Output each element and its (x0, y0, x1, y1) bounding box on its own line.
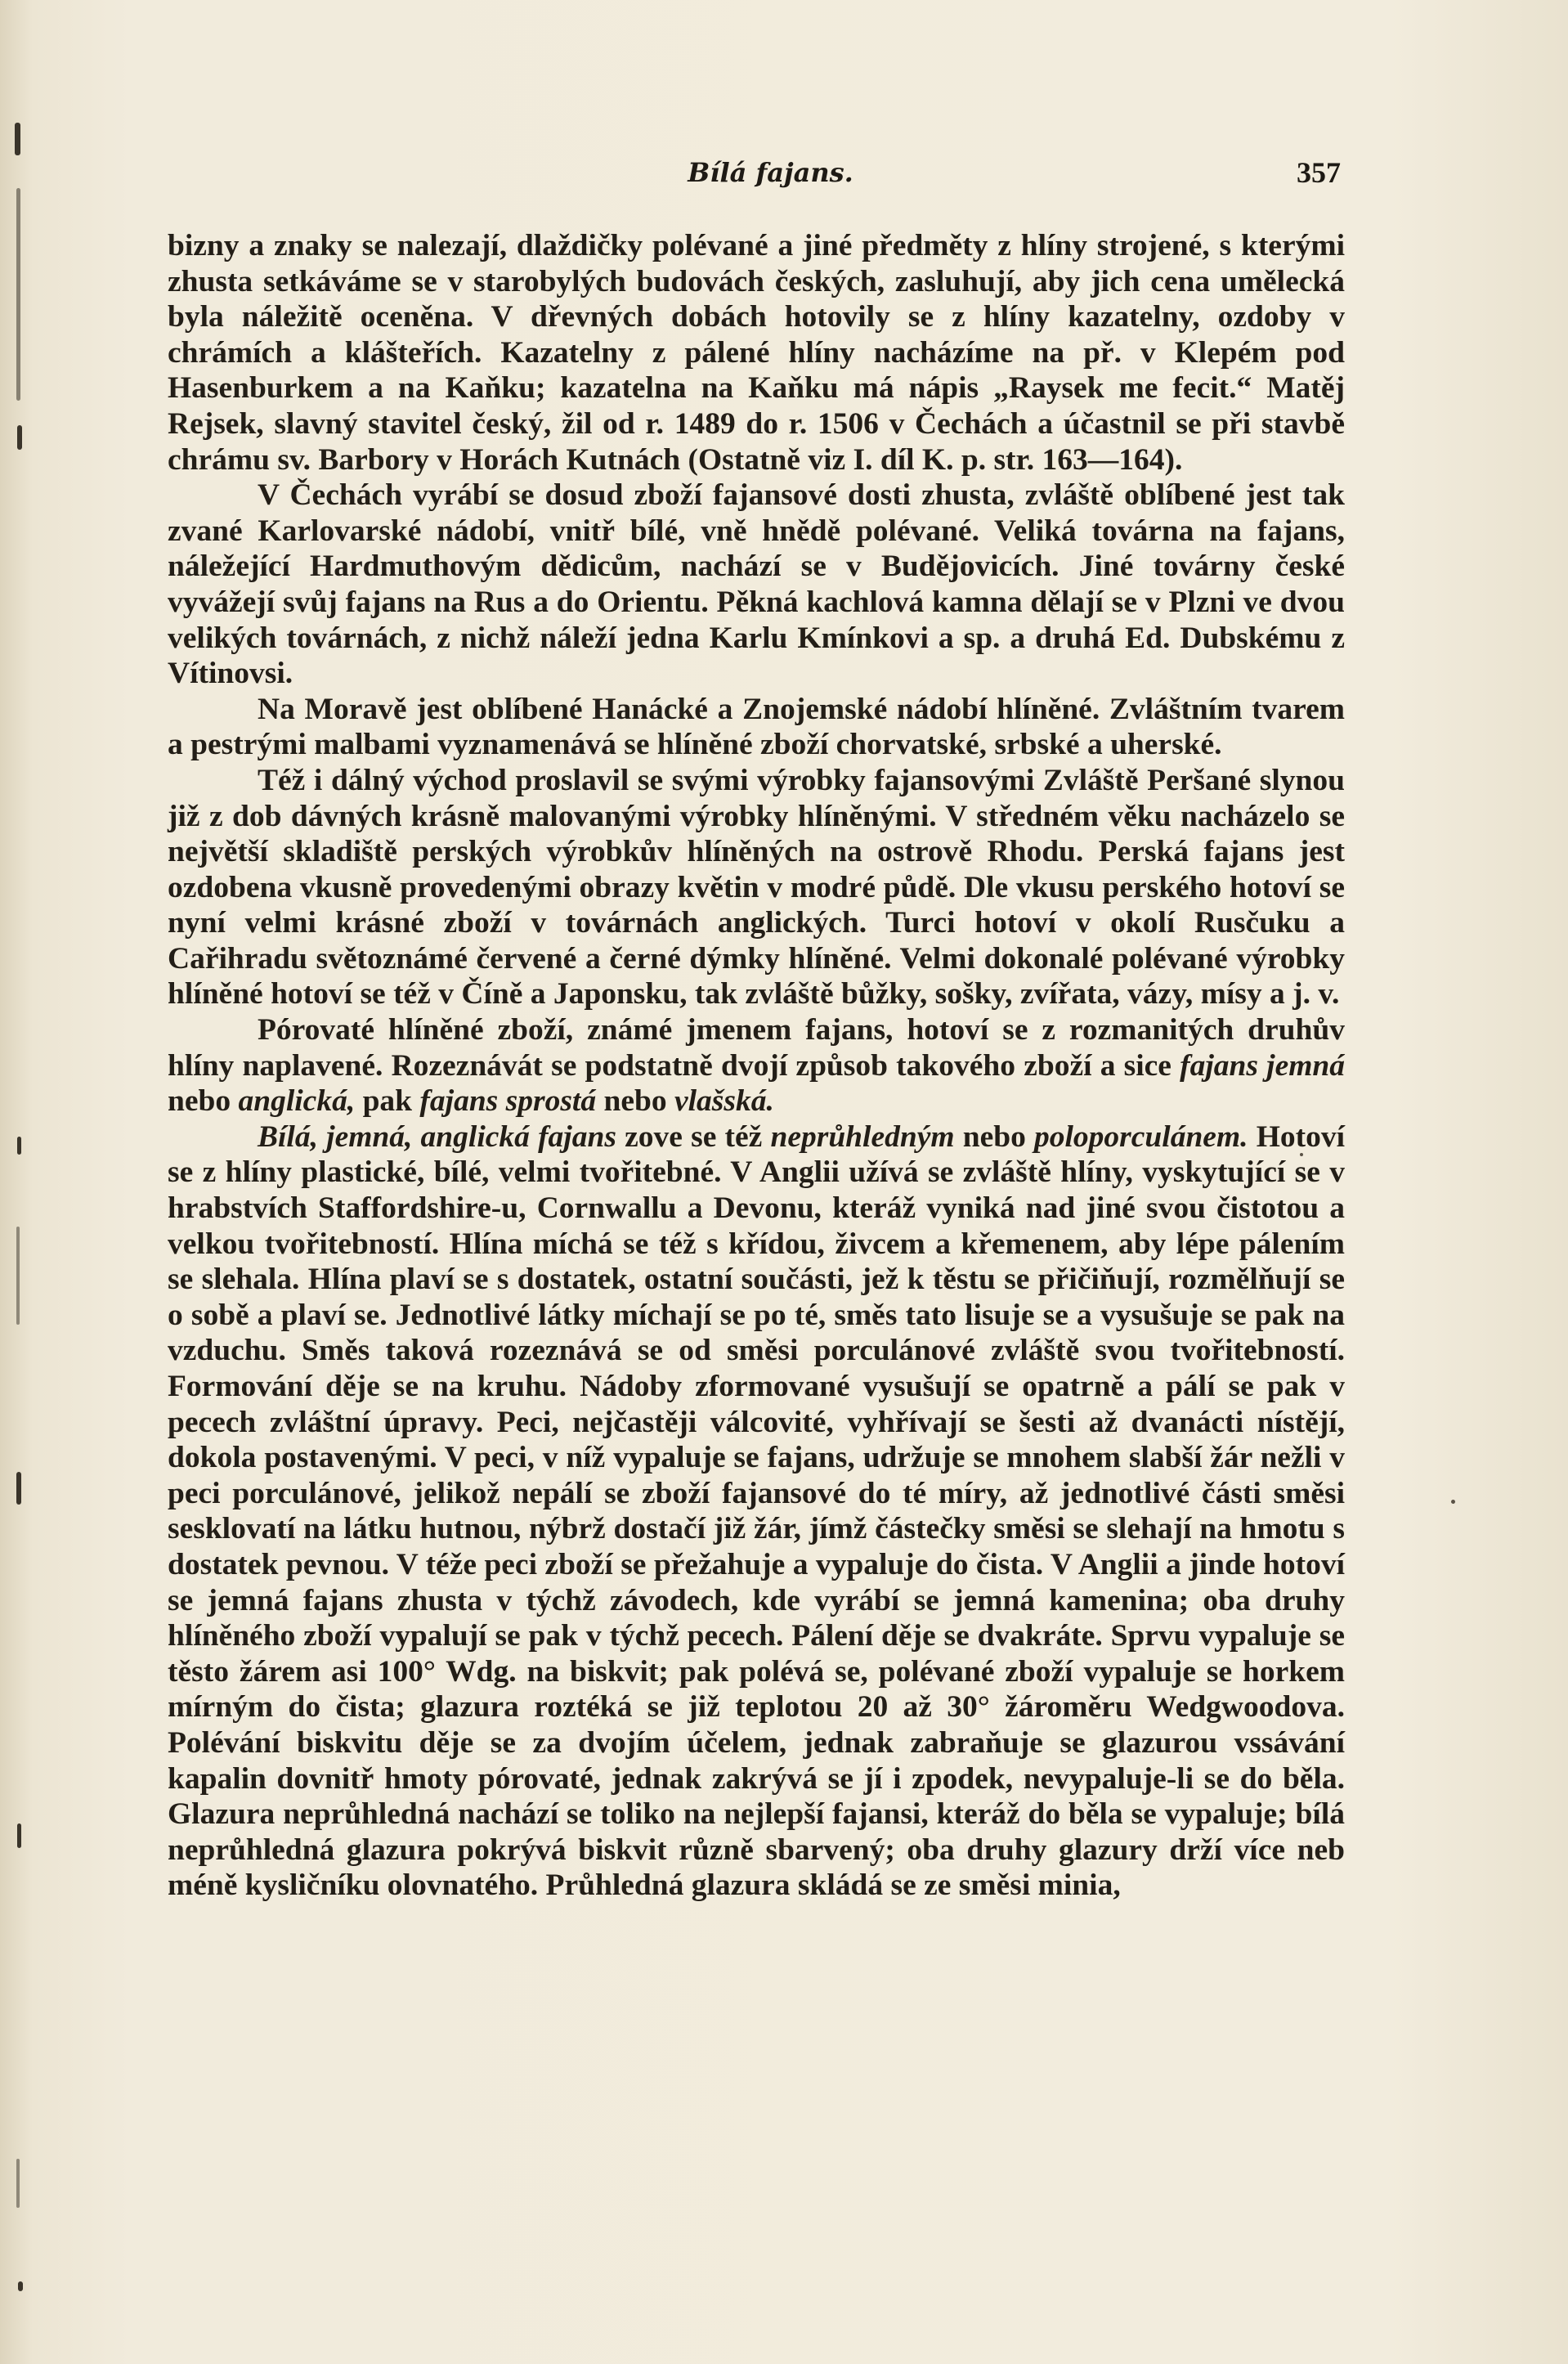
paragraph-3: Na Moravě jest oblíbené Hanácké a Znojemské nádobí hlíněné. Zvláštním tvarem a pestrými malbami vyznamenává se hlíněné zboží chorvatské, srbské a uherské. (168, 692, 1345, 762)
binding-mark (15, 123, 20, 155)
body-text (168, 228, 1345, 1904)
binding-mark (17, 1137, 21, 1155)
binding-mark (18, 2281, 23, 2291)
term-nepruhlednym: neprůhledným (770, 1119, 955, 1154)
term-anglicka: anglická, (238, 1084, 356, 1119)
paragraph-5 (168, 1012, 1345, 1119)
page-number: 357 (1297, 156, 1341, 189)
running-head (168, 154, 1341, 195)
term-poloporculanem: poloporculánem. (1034, 1119, 1248, 1154)
binding-mark (16, 1227, 20, 1325)
running-head-title: Bílá fajans. (688, 157, 853, 188)
paragraph-4: Též i dálný východ proslavil se svými výrobky fajansovými Zvláště Peršané slynou již z dob dávných krásně malovanými výrobky hlíněnými. V středném věku nacházelo se největší skladiště perských výrobkův hlíněných na ostrově Rhodu. Perská fajans jest ozdobena vkusně provedenými obrazy květin v modré půdě. Dle vkusu perského hotoví se nyní velmi krásné zboží v továrnách anglických. Turci hotoví v okolí Rusčuku a Cařihradu světoznámé červené a černé dýmky hlíněné. Velmi dokonalé polévané výrobky hlíněné hotoví se též v Číně a Japonsku, tak zvláště bůžky, sošky, zvířata, vázy, mísy a j. v. (168, 763, 1345, 1012)
word-pak: pak (362, 1084, 413, 1119)
term-fajans-jemna: fajans jemná (1180, 1048, 1345, 1083)
paragraph-2: V Čechách vyrábí se dosud zboží fajansové dosti zhusta, zvláště oblíbené jest tak zvané Karlovarské nádobí, vnitř bílé, vně hnědě polévané. Veliká továrna na fajans, náležející Hardmuthovým dědicům, nachází se v Budějovicích. Jiné továrny české vyvážejí svůj fajans na Rus a do Orientu. Pěkná kachlová kamna dělají se v Plzni ve dvou velikých továrnách, z nichž náleží jedna Karlu Kmínkovi a sp. a druhá Ed. Dubskému z Vítinovsi. (168, 478, 1345, 691)
term-vlasska: vlašská. (674, 1084, 774, 1119)
term-bila-jemna-anglicka: Bílá, jemná, anglická fajans (258, 1119, 616, 1154)
phrase-zove-se-tez: zove se též (625, 1119, 763, 1154)
word-nebo-2: nebo (603, 1084, 667, 1119)
term-fajans-sprosta: fajans sprostá (419, 1084, 597, 1119)
binding-mark (16, 2159, 20, 2208)
paragraph-1: bizny a znaky se nalezají, dlaždičky polévané a jiné předměty z hlíny strojené, s kterými zhusta setkáváme se v starobylých budovách českých, zasluhují, aby jich cena umělecká byla náležitě oceněna. V dřevných dobách hotovily se z hlíny kazatelny, ozdoby v chrámích a klášteřích. Kazatelny z pálené hlíny nacházíme na př. v Klepém pod Hasenburkem a na Kaňku; kazatelna na Kaňku má nápis „Raysek me fecit.“ Matěj Rejsek, slavný stavitel český, žil od r. 1489 do r. 1506 v Čechách a účastnil se při stavbě chrámu sv. Barbory v Horách Kutnách (Ostatně viz I. díl K. p. str. 163—164). (168, 229, 1345, 477)
binding-mark (16, 1472, 21, 1505)
paragraph-6 (168, 1119, 1345, 1904)
binding-mark (17, 1823, 21, 1848)
paper-speck (1451, 1500, 1455, 1504)
binding-mark (17, 425, 22, 450)
paragraph-5-text: Pórovaté hlíněné zboží, známé jmenem fajans, hotoví se z rozmanitých druhův hlíny naplavené. Rozeznávát se podstatně dvojí způsob takového zboží a sice (168, 1013, 1345, 1083)
word-nebo: nebo (168, 1084, 231, 1119)
word-nebo-3: nebo (962, 1119, 1026, 1154)
binding-mark (16, 188, 20, 401)
paragraph-6-text: Hotoví se z hlíny plastické, bílé, velmi tvořitebné. V Anglii užívá se zvláště hlíny, vyskytující se v hrabstvích Staffordshire-u, Cornwallu a Devonu, kteráž vyniká nad jiné svou čistotou a velkou tvořitebností. Hlína míchá se též s křídou, živcem a křemenem, aby lépe pálením se slehala. Hlína plaví se s dostatek, ostatní součásti, jež k těstu se přičiňují, rozmělňují se o sobě a plaví se. Jednotlivé látky míchají se po té, směs tato lisuje se a vysušuje se pak na vzduchu. Směs taková rozeznává se od směsi porculánové zvláště svou tvořitebností. Formování děje se na kruhu. Nádoby zformované vysušují se opatrně a pálí se pak v pecech zvláštní úpravy. Peci, nejčastěji válcovité, vyhřívají se šesti až dvanácti nístějí, dokola postavenými. V peci, v níž vypaluje se fajans, udržuje se mnohem slabší žár nežli v peci porculánové, jelikož nepálí se zboží fajansové do té míry, až jednotlivé části směsi sesklovatí na látku hutnou, nýbrž dostačí již žár, jímž částečky směsi se slehají na hmotu s dostatek pevnou. V téže peci zboží se přežahuje a vypaluje do čista. V Anglii a jinde hotoví se jemná fajans zhusta v týchž závodech, kde vyrábí se jemná kamenina; oba druhy hlíněného zboží vypalují se pak v týchž pecech. Pálení děje se dvakráte. Sprvu vypaluje se těsto žárem asi 100° Wdg. na biskvit; pak polévá se, polévané zboží vypaluje se horkem mírným do čista; glazura roztéká se již teplotou 20 až 30° žároměru Wedgwoodova. Polévání biskvitu děje se za dvojím účelem, jednak zabraňuje se glazurou vssávání kapalin dovnitř hmoty pórovaté, jednak zakrývá se jí i zpodek, nevypaluje-li se do běla. Glazura neprůhledná nachází se toliko na nejlepší fajansi, kteráž do běla se vypaluje; bílá neprůhledná glazura pokrývá biskvit různě sbarvený; oba druhy glazury drží více neb méně kysličníku olovnatého. Průhledná glazura skládá se ze směsi minia, (168, 1119, 1346, 1903)
